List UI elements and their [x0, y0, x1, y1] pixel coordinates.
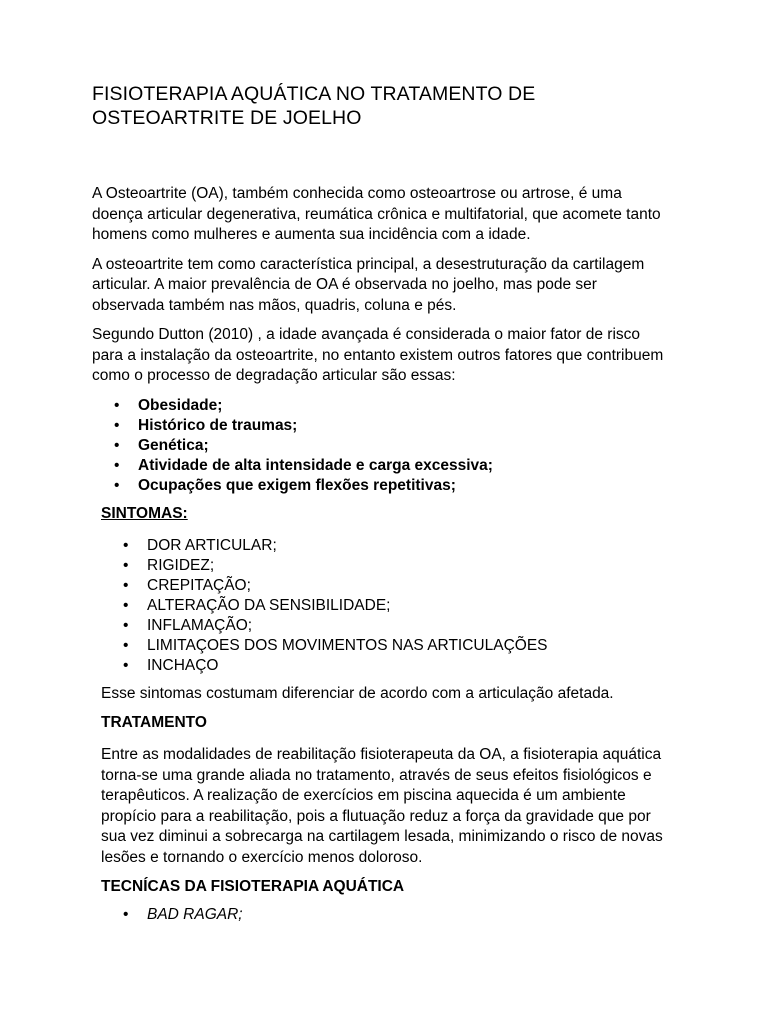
bullet-icon: •: [114, 416, 120, 434]
bullet-icon: •: [114, 436, 120, 454]
techniques-list: [101, 905, 668, 925]
treatment-heading: TRATAMENTO: [101, 714, 207, 731]
list-item: • LIMITAÇOES DOS MOVIMENTOS NAS ARTICULAÇÕES: [123, 636, 548, 654]
list-item: • Histórico de traumas;: [114, 416, 298, 434]
symptoms-note: Esse sintomas costumam diferenciar de acordo com a articulação afetada.: [101, 684, 614, 702]
bullet-icon: •: [114, 396, 120, 414]
list-item: • RIGIDEZ;: [123, 556, 215, 574]
techniques-heading: TECNÍCAS DA FISIOTERAPIA AQUÁTICA: [101, 878, 405, 895]
list-item: • ALTERAÇÃO DA SENSIBILIDADE;: [123, 596, 391, 614]
bullet-icon: •: [123, 636, 129, 654]
symptoms-section: [92, 504, 668, 926]
bullet-icon: •: [123, 616, 129, 634]
risk-factor-list: [92, 396, 668, 496]
list-item: • Atividade de alta intensidade e carga excessiva;: [114, 456, 493, 474]
bullet-icon: •: [123, 656, 129, 674]
list-item: • Obesidade;: [114, 396, 223, 414]
bullet-icon: •: [123, 536, 129, 554]
list-item: • BAD RAGAR;: [123, 906, 243, 923]
bullet-icon: •: [114, 476, 120, 494]
symptoms-heading: SINTOMAS:: [101, 504, 188, 522]
list-item: • CREPITAÇÃO;: [123, 576, 251, 594]
paragraph-risk-intro: Segundo Dutton (2010) , a idade avançada é considerada o maior fator de risco para a instalação da osteoartrite, no entanto existem outros fatores que contribuem como o processo de degradação articular são essas:: [92, 326, 664, 384]
treatment-paragraph: Entre as modalidades de reabilitação fisioterapeuta da OA, a fisioterapia aquática torna-se uma grande aliada no tratamento, através de seus efeitos fisiológicos e terapêuticos. A realização de exercícios em piscina aquecida é um ambiente propício para a reabilitação, pois a flutuação reduz a força da gravidade que por sua vez diminui a sobrecarga na cartilagem lesada, minimizando o risco de novas lesões e tornando o exercício menos doloroso.: [101, 746, 663, 866]
bullet-icon: •: [123, 556, 129, 574]
bullet-icon: •: [114, 456, 120, 474]
list-item: • DOR ARTICULAR;: [123, 536, 277, 554]
symptoms-list: [101, 536, 668, 676]
list-item: • INCHAÇO: [123, 656, 219, 674]
paragraph-characteristics: A osteoartrite tem como característica principal, a desestruturação da cartilagem articular. A maior prevalência de OA é observada no joelho, mas pode ser observada também nas mãos, quadris, coluna e pés.: [92, 255, 645, 314]
list-item: • INFLAMAÇÃO;: [123, 616, 253, 634]
bullet-icon: •: [123, 596, 129, 614]
list-item: • Genética;: [114, 436, 209, 454]
list-item: • Ocupações que exigem flexões repetitivas;: [114, 476, 456, 494]
bullet-icon: •: [123, 576, 129, 594]
document-title: FISIOTERAPIA AQUÁTICA NO TRATAMENTO DE OSTEOARTRITE DE JOELHO: [92, 83, 536, 129]
bullet-icon: •: [123, 906, 129, 923]
paragraph-definition: A Osteoartrite (OA), também conhecida como osteoartrose ou artrose, é uma doença articular degenerativa, reumática crônica e multifatorial, que acomete tanto homens como mulheres e aumenta sua incidência com a idade.: [92, 185, 661, 243]
